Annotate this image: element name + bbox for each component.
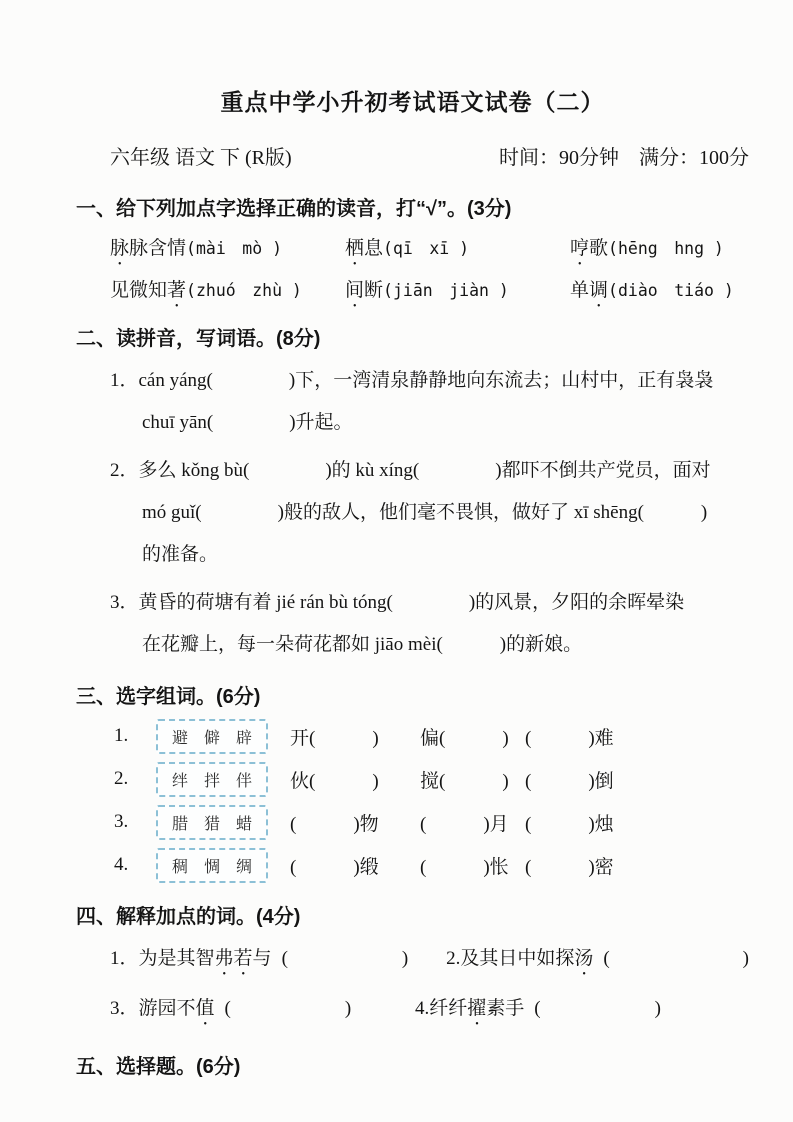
section-2-heading: 二、读拼音，写词语。(8分) bbox=[76, 328, 321, 350]
section-4-heading: 四、解释加点的词。(4分) bbox=[76, 906, 301, 928]
word-blank: 搅( ) bbox=[420, 770, 509, 792]
time-score-info: 时间：90分钟 满分：100分 bbox=[499, 147, 749, 169]
explain-word-row bbox=[110, 936, 749, 982]
character-choice-box: 绊 拌 伴 bbox=[156, 762, 268, 797]
question-line: 1．cán yáng( )下，一湾清泉静静地向东流去；山村中，正有袅袅 bbox=[110, 370, 714, 391]
phrase-after: 素手 bbox=[486, 998, 525, 1019]
character-choice-box: 避 僻 辟 bbox=[156, 719, 268, 754]
row-number: 4. bbox=[114, 854, 129, 875]
pinyin-options: (diào tiáo ) bbox=[608, 281, 734, 300]
word-before: 见微知 bbox=[110, 280, 168, 301]
item-number: 4. bbox=[415, 998, 430, 1019]
question-item-3 bbox=[76, 582, 749, 666]
word-after: 脉含情 bbox=[129, 238, 187, 259]
item-number: 2. bbox=[446, 948, 461, 969]
word-blank: ( )物 bbox=[290, 813, 379, 835]
grade-info: 六年级 语文 下 (R版) bbox=[110, 147, 292, 169]
word-blank: ( )怅 bbox=[420, 856, 509, 878]
word-blank: ( )烛 bbox=[525, 813, 614, 835]
word-before: 单 bbox=[570, 280, 590, 301]
question-item-2 bbox=[76, 450, 749, 576]
explain-word-row bbox=[110, 986, 749, 1032]
answer-blank: ( ) bbox=[224, 998, 352, 1019]
word-after: 断 bbox=[364, 280, 384, 301]
choose-character-row bbox=[114, 803, 749, 841]
question-line: 2．多么 kǒng bù( )的 kù xíng( )都吓不倒共产党员，面对 bbox=[110, 460, 711, 481]
word-blank: 开( ) bbox=[290, 727, 379, 749]
choose-character-row bbox=[114, 846, 749, 884]
dotted-character: 调 bbox=[589, 280, 609, 301]
phonetic-item bbox=[345, 228, 570, 270]
pinyin-options: (zhuó zhù ) bbox=[186, 281, 302, 300]
question-line: 3．黄昏的荷塘有着 jié rán bù tóng( )的风景，夕阳的余晖晕染 bbox=[110, 592, 685, 613]
item-number: 3． bbox=[110, 998, 139, 1019]
question-line: 的准备。 bbox=[142, 544, 219, 565]
word-after: 歌 bbox=[589, 238, 609, 259]
answer-blank: ( ) bbox=[281, 948, 409, 969]
phonetic-item bbox=[345, 270, 570, 312]
character-choice-box: 稠 惆 绸 bbox=[156, 848, 268, 883]
row-number: 1. bbox=[114, 725, 129, 746]
word-blank: ( )月 bbox=[420, 813, 509, 835]
pinyin-options: (jiān jiàn ) bbox=[383, 281, 509, 300]
phrase-after: 与 bbox=[252, 948, 272, 969]
phonetic-item bbox=[110, 270, 345, 312]
choose-character-row bbox=[114, 760, 749, 798]
phonetic-item bbox=[570, 270, 749, 312]
word-blank: ( )难 bbox=[525, 727, 614, 749]
dotted-word: 擢 bbox=[467, 998, 487, 1019]
explain-item bbox=[446, 936, 749, 982]
page-title: 重点中学小升初考试语文试卷（二） bbox=[220, 89, 605, 115]
phrase-before: 及其日中如探 bbox=[460, 948, 575, 969]
pinyin-options: (qī xī ) bbox=[383, 239, 470, 258]
pinyin-options: (mài mò ) bbox=[186, 239, 283, 258]
phonetic-item bbox=[570, 228, 749, 270]
row-number: 2. bbox=[114, 768, 129, 789]
phonetic-item bbox=[110, 228, 345, 270]
section-3-heading: 三、选字组词。(6分) bbox=[76, 686, 261, 708]
answer-blank: ( ) bbox=[603, 948, 749, 969]
dotted-word: 值 bbox=[195, 998, 215, 1019]
row-number: 3. bbox=[114, 811, 129, 832]
dotted-character: 著 bbox=[167, 280, 187, 301]
item-number: 1． bbox=[110, 948, 139, 969]
word-after: 息 bbox=[364, 238, 384, 259]
dotted-word: 汤 bbox=[574, 948, 594, 969]
pinyin-options: (hēng hng ) bbox=[608, 239, 724, 258]
choose-character-row bbox=[114, 717, 749, 755]
dotted-character: 哼 bbox=[570, 238, 590, 259]
question-line: mó guǐ( )般的敌人，他们毫不畏惧，做好了 xī shēng( ) bbox=[142, 502, 708, 523]
phrase-before: 为是其智 bbox=[138, 948, 215, 969]
character-choice-box: 腊 猎 蜡 bbox=[156, 805, 268, 840]
dotted-character: 栖 bbox=[345, 238, 365, 259]
word-blank: ( )倒 bbox=[525, 770, 614, 792]
dotted-word: 弗若 bbox=[214, 948, 253, 969]
answer-blank: ( ) bbox=[534, 998, 661, 1019]
word-blank: 偏( ) bbox=[420, 727, 509, 749]
explain-item bbox=[415, 986, 661, 1032]
word-blank: 伙( ) bbox=[290, 770, 379, 792]
section-5-heading: 五、选择题。(6分) bbox=[76, 1056, 241, 1078]
meta-row bbox=[110, 141, 749, 170]
word-blank: ( )缎 bbox=[290, 856, 379, 878]
word-blank: ( )密 bbox=[525, 856, 614, 878]
question-item-1 bbox=[76, 360, 749, 444]
phrase-before: 纤纤 bbox=[429, 998, 468, 1019]
explain-item bbox=[110, 986, 415, 1032]
question-line: chuī yān( )升起。 bbox=[142, 412, 353, 433]
question-line: 在花瓣上，每一朵荷花都如 jiāo mèi( )的新娘。 bbox=[142, 634, 583, 655]
phrase-before: 游园不 bbox=[138, 998, 196, 1019]
explain-item bbox=[110, 936, 446, 982]
section-1-heading: 一、给下列加点字选择正确的读音，打“√”。(3分) bbox=[76, 198, 512, 220]
dotted-character: 间 bbox=[345, 280, 365, 301]
phonetic-choice-grid bbox=[110, 228, 749, 312]
dotted-character: 脉 bbox=[110, 238, 130, 259]
